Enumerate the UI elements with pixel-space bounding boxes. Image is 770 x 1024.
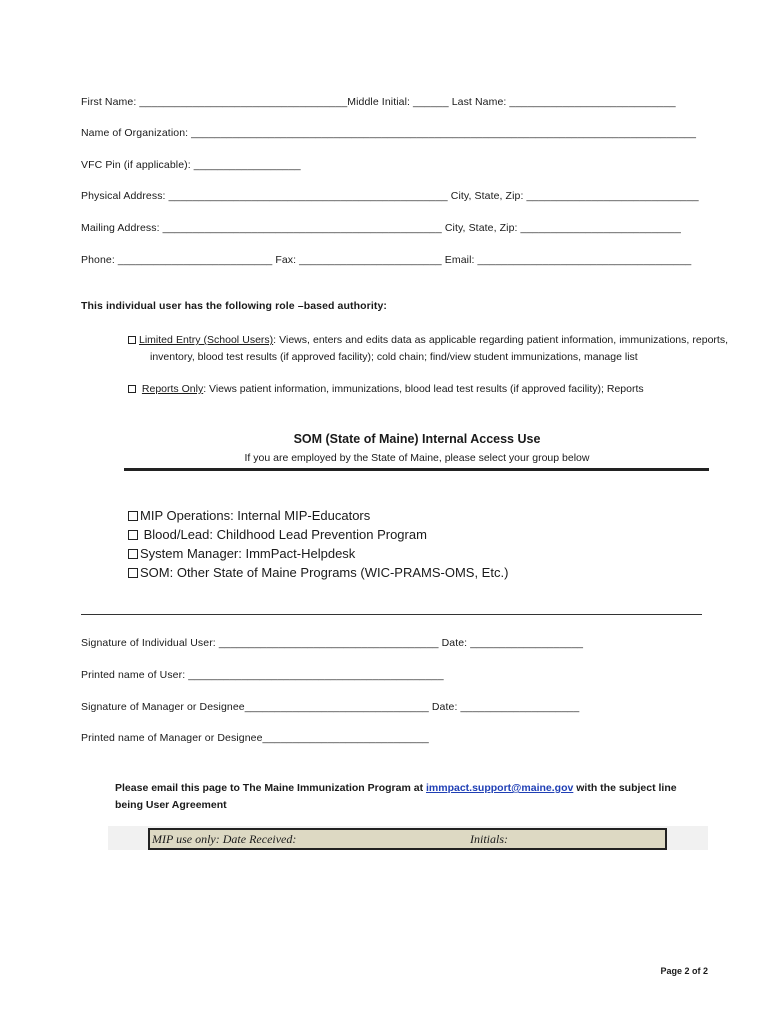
reports-only-description: : Views patient information, immunizations, blood lead test results (if approved facility); Reports (203, 383, 644, 395)
reports-only-label: Reports Only (141, 383, 204, 395)
checkbox-icon[interactable] (128, 530, 138, 540)
group-system-manager[interactable] (128, 546, 355, 561)
checkbox-icon[interactable] (128, 568, 138, 578)
notice-text-after: with the subject line being User Agreement (115, 782, 677, 811)
group-label: SOM: Other State of Maine Programs (WIC-PRAMS-OMS, Etc.) (140, 565, 509, 580)
mip-date-received: MIP use only: Date Received: (152, 832, 297, 846)
section-divider (81, 614, 702, 615)
limited-entry-label: Limited Entry (School Users) (139, 334, 274, 346)
som-subtitle: If you are employed by the State of Maine, please select your group below (244, 452, 590, 464)
page-number: Page 2 of 2 (660, 966, 708, 976)
som-rule (124, 468, 709, 471)
email-notice (115, 780, 705, 813)
checkbox-icon[interactable] (128, 511, 138, 521)
mailing-address-line[interactable]: Mailing Address: _______________________________________________ City, State, Zip: ___________________________ (81, 222, 681, 234)
individual-printed-name-line[interactable]: Printed name of User: ___________________________________________ (81, 669, 444, 681)
role-reports-only (128, 381, 706, 398)
group-label: MIP Operations: Internal MIP-Educators (140, 508, 371, 523)
group-mip-operations[interactable] (128, 508, 370, 523)
group-blood-lead[interactable] (128, 527, 427, 542)
phone-line[interactable]: Phone: __________________________ Fax: ________________________ Email: ____________________________________ (81, 254, 692, 266)
physical-address-line[interactable]: Physical Address: _______________________________________________ City, State, Zip: _____________________________ (81, 190, 699, 202)
support-email-link[interactable]: immpact.support@maine.gov (426, 782, 574, 794)
mip-initials: Initials: (470, 832, 508, 846)
manager-signature-line[interactable]: Signature of Manager or Designee_______________________________ Date: ____________________ (81, 701, 580, 713)
organization-line[interactable]: Name of Organization: _____________________________________________________________________________________ (81, 127, 697, 139)
name-line[interactable]: First Name: ___________________________________Middle Initial: ______ Last Name: ____________________________ (81, 96, 676, 108)
notice-text-before: Please email this page to The Maine Immunization Program at (115, 782, 426, 794)
role-heading: This individual user has the following role –based authority: (81, 300, 387, 312)
role-limited-entry (128, 332, 728, 365)
checkbox-icon[interactable] (128, 549, 138, 559)
vfc-pin-line[interactable]: VFC Pin (if applicable): __________________ (81, 159, 301, 171)
checkbox-icon[interactable] (128, 385, 136, 393)
individual-signature-line[interactable]: Signature of Individual User: _____________________________________ Date: ___________________ (81, 637, 584, 649)
group-label: Blood/Lead: Childhood Lead Prevention Program (140, 527, 427, 542)
som-title: SOM (State of Maine) Internal Access Use (293, 432, 541, 446)
group-som-other[interactable] (128, 565, 508, 580)
limited-entry-description: : Views, enters and edits data as applicable regarding patient information, immunizations, reports, inventory, blood test results (if approved facility); cold chain; find/view student immunizations, manage list (150, 334, 728, 363)
mip-use-box (148, 828, 667, 850)
manager-printed-name-line[interactable]: Printed name of Manager or Designee____________________________ (81, 732, 429, 744)
group-label: System Manager: ImmPact-Helpdesk (140, 546, 356, 561)
checkbox-icon[interactable] (128, 336, 136, 344)
